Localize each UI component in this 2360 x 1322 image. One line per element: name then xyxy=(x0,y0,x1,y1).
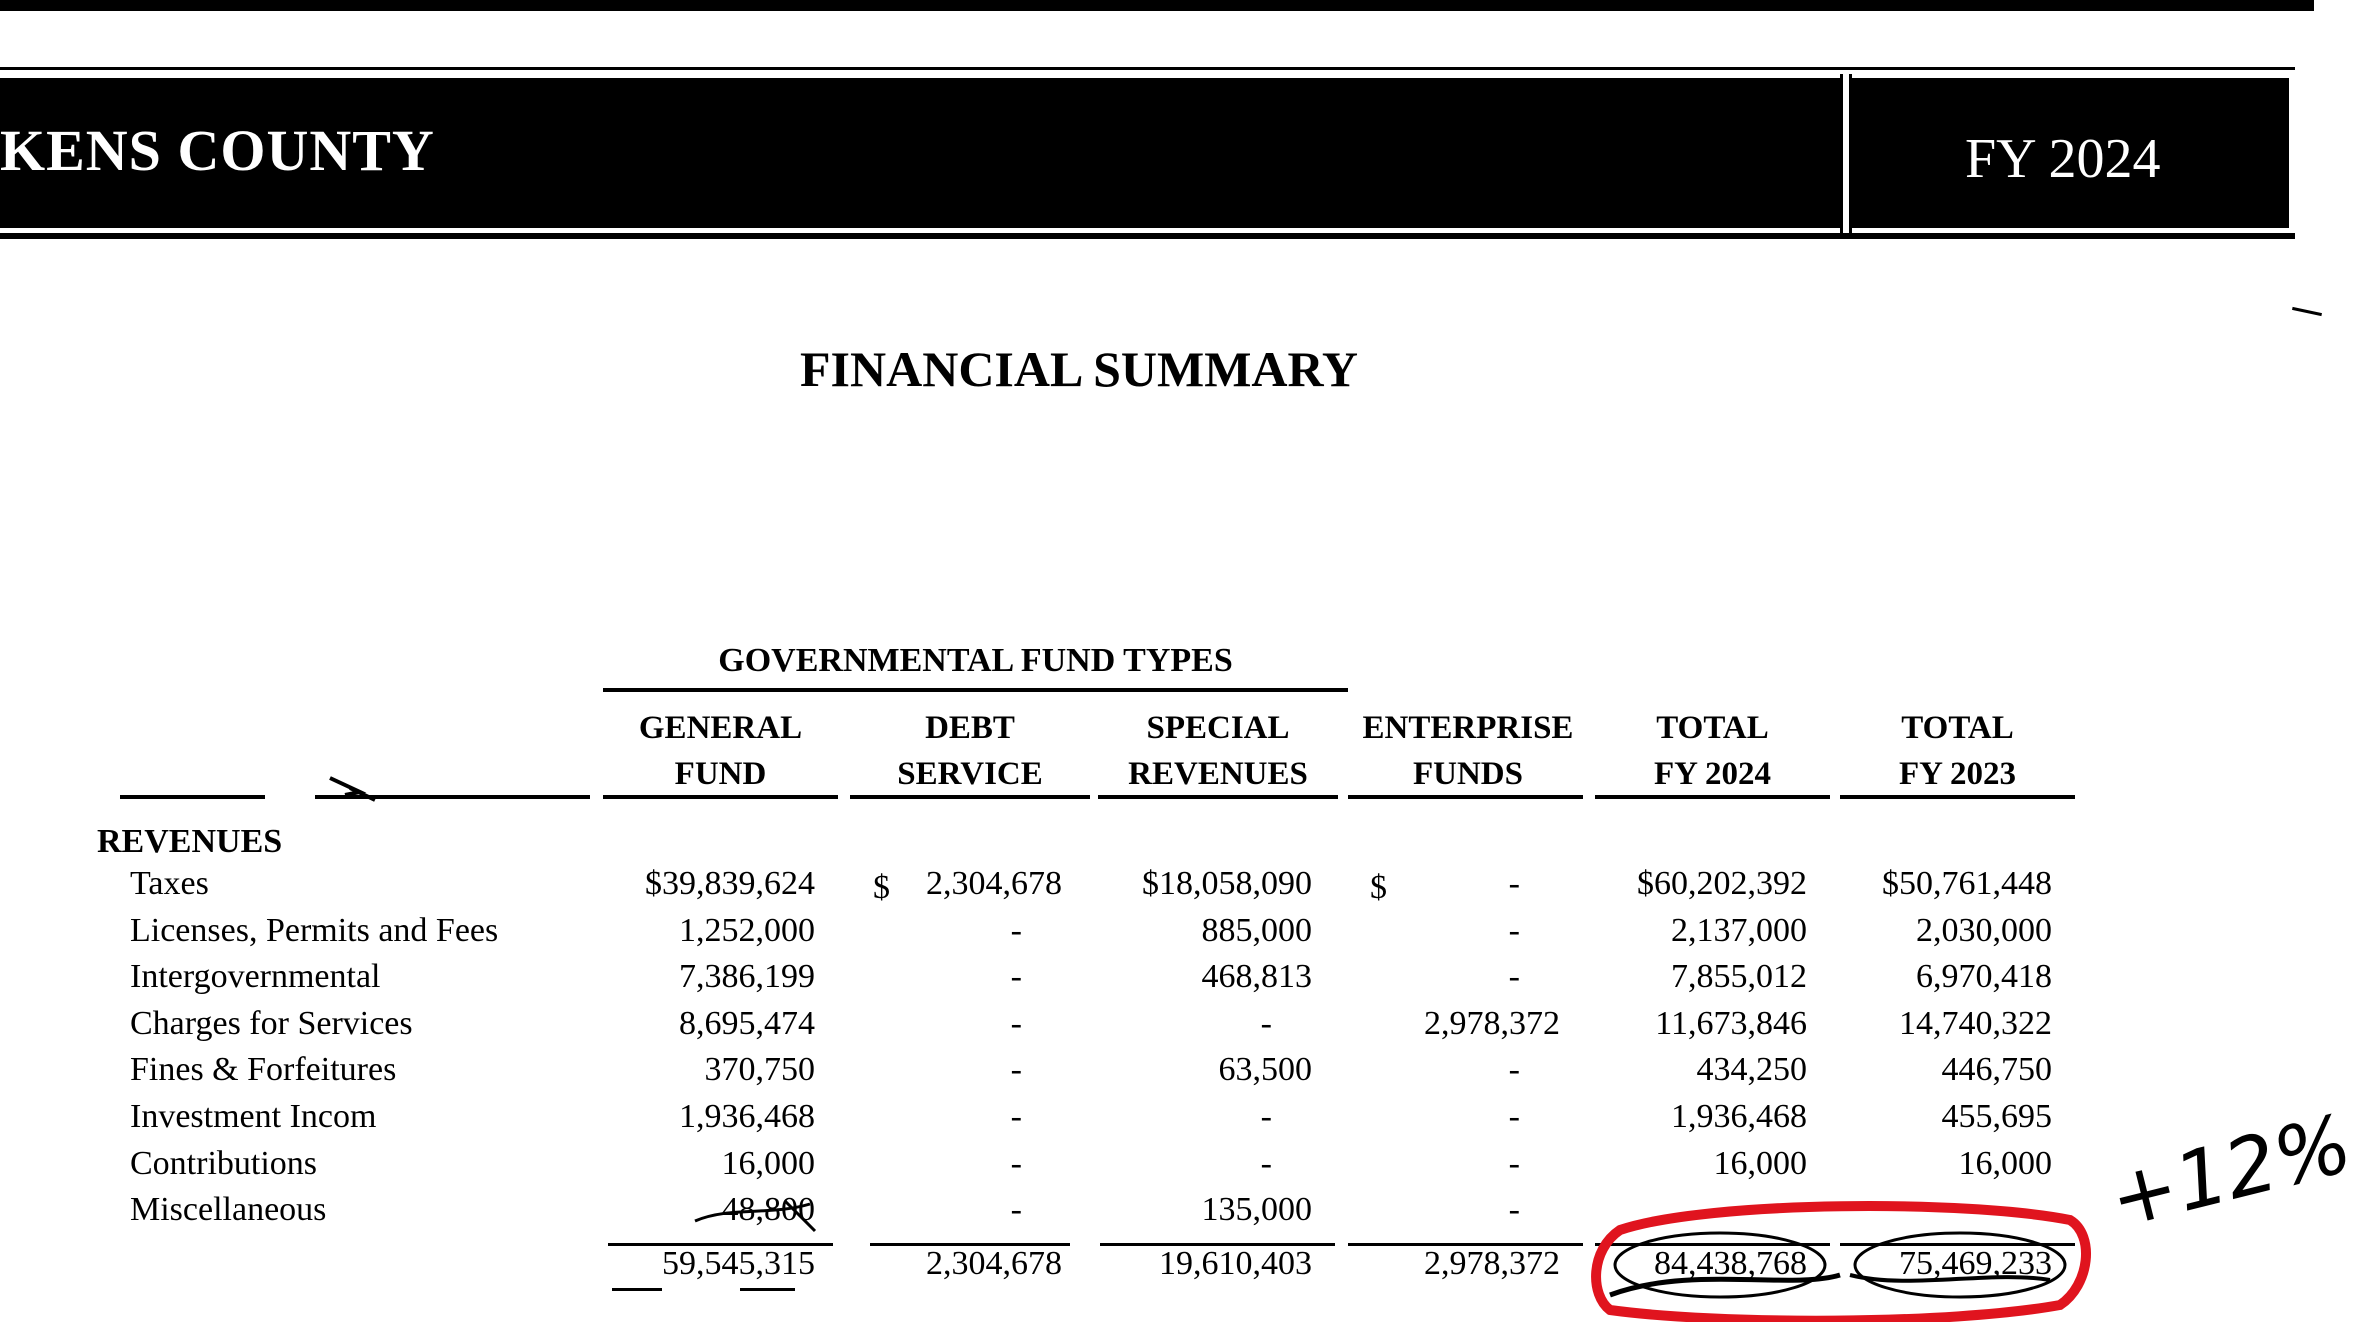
cell-fy2023: 446,750 xyxy=(1941,1051,2052,1088)
total-fy2023: 75,469,233 xyxy=(1899,1245,2052,1282)
table-row xyxy=(0,1098,2314,1144)
banner-underline xyxy=(0,233,2295,239)
cell-general: 8,695,474 xyxy=(679,1005,815,1042)
col-header-debt xyxy=(850,705,1090,797)
cell-general: 1,252,000 xyxy=(679,912,815,949)
header-underline xyxy=(1098,795,1338,799)
col-header-general xyxy=(603,705,838,797)
top-border xyxy=(0,0,2314,11)
cell-enterprise: - xyxy=(1508,1145,1520,1182)
cell-general: 1,936,468 xyxy=(679,1098,815,1135)
cell-special: 468,813 xyxy=(1201,958,1312,995)
cell-fy2024: 1,936,468 xyxy=(1671,1098,1807,1135)
col-header-line2: FUNDS xyxy=(1412,756,1523,792)
header-underline xyxy=(1348,795,1583,799)
cell-special: - xyxy=(1260,1145,1272,1182)
col-header-line1: TOTAL xyxy=(1656,710,1769,746)
total-fy2024: 84,438,768 xyxy=(1654,1245,1807,1282)
cell-special: - xyxy=(1260,1005,1272,1042)
cell-fy2023: 6,970,418 xyxy=(1916,958,2052,995)
group-header-rule xyxy=(603,688,1348,692)
handwritten-annotation: +12% xyxy=(2100,1096,2360,1247)
header-underline xyxy=(120,795,265,799)
row-label: Taxes xyxy=(130,865,209,902)
cell-enterprise: - xyxy=(1508,912,1520,949)
cell-enterprise: 2,978,372 xyxy=(1424,1005,1560,1042)
cell-debt: - xyxy=(1010,958,1022,995)
col-header-line1: SPECIAL xyxy=(1146,710,1290,746)
total-general: 59,545,315 xyxy=(662,1245,815,1282)
cell-special: - xyxy=(1260,1098,1272,1135)
cell-fy2023: $50,761,448 xyxy=(1882,865,2052,902)
header-underline xyxy=(603,795,838,799)
cell-enterprise: - xyxy=(1508,865,1520,902)
header-underline xyxy=(850,795,1090,799)
row-label: Licenses, Permits and Fees xyxy=(130,912,499,949)
double-rule xyxy=(740,1288,795,1291)
cell-general: 16,000 xyxy=(721,1145,815,1182)
row-label: Miscellaneous xyxy=(130,1191,327,1228)
cell-special: 885,000 xyxy=(1201,912,1312,949)
cell-enterprise: - xyxy=(1508,1098,1520,1135)
strike-mark xyxy=(690,1196,820,1236)
header-underline xyxy=(1840,795,2075,799)
row-label: Charges for Services xyxy=(130,1005,413,1042)
header-underline xyxy=(1595,795,1830,799)
row-label: Contributions xyxy=(130,1145,318,1182)
cell-general: $39,839,624 xyxy=(645,865,815,902)
col-header-line2: FY 2024 xyxy=(1653,756,1771,792)
red-circle-annotation xyxy=(1590,1195,2090,1322)
cell-general: 370,750 xyxy=(704,1051,815,1088)
total-special: 19,610,403 xyxy=(1159,1245,1312,1282)
cell-debt: - xyxy=(1010,912,1022,949)
page-title: FINANCIAL SUMMARY xyxy=(800,341,1358,397)
county-name: KENS COUNTY xyxy=(0,118,435,183)
total-enterprise: 2,978,372 xyxy=(1424,1245,1560,1282)
cell-special: 135,000 xyxy=(1201,1191,1312,1228)
table-row xyxy=(0,865,2314,911)
col-header-total-2024 xyxy=(1595,705,1830,797)
cell-general: 48,800 xyxy=(721,1191,815,1228)
cell-fy2024: 434,250 xyxy=(1696,1051,1807,1088)
col-header-line2: FUND xyxy=(674,756,767,792)
cell-fy2023: 455,695 xyxy=(1941,1098,2052,1135)
table-row xyxy=(0,1051,2314,1097)
col-header-total-2023 xyxy=(1840,705,2075,797)
cell-debt: - xyxy=(1010,1191,1022,1228)
col-header-line2: REVENUES xyxy=(1128,756,1308,792)
cell-fy2023: 2,030,000 xyxy=(1916,912,2052,949)
banner-divider xyxy=(1840,74,1852,234)
col-header-line2: FY 2023 xyxy=(1898,756,2016,792)
cell-debt: - xyxy=(1010,1145,1022,1182)
row-label: Investment Incom xyxy=(130,1098,377,1135)
col-header-line1: ENTERPRISE xyxy=(1362,710,1574,746)
cell-fy2023: 16,000 xyxy=(1958,1145,2052,1182)
total-debt: 2,304,678 xyxy=(926,1245,1062,1282)
section-revenues: REVENUES xyxy=(97,823,283,860)
cell-fy2024: 16,000 xyxy=(1713,1145,1807,1182)
cell-enterprise: - xyxy=(1508,1051,1520,1088)
cell-debt: - xyxy=(1010,1051,1022,1088)
row-label: Intergovernmental xyxy=(130,958,381,995)
cell-fy2024: 2,137,000 xyxy=(1671,912,1807,949)
col-header-line1: TOTAL xyxy=(1901,710,2014,746)
header-rule xyxy=(0,67,2295,70)
cell-special: $18,058,090 xyxy=(1142,865,1312,902)
col-header-line1: GENERAL xyxy=(638,710,803,746)
col-header-line2: SERVICE xyxy=(897,756,1043,792)
col-header-line1: DEBT xyxy=(925,710,1015,746)
col-header-enterprise xyxy=(1348,705,1588,797)
dollar-sign: $ xyxy=(873,869,890,906)
cell-special: 63,500 xyxy=(1218,1051,1312,1088)
pen-mark xyxy=(320,770,390,805)
fiscal-year: FY 2024 xyxy=(1965,128,2161,190)
cell-debt: - xyxy=(1010,1005,1022,1042)
table-row xyxy=(0,958,2314,1004)
table-row xyxy=(0,1145,2314,1191)
cell-debt: - xyxy=(1010,1098,1022,1135)
cell-general: 7,386,199 xyxy=(679,958,815,995)
cell-fy2024: $60,202,392 xyxy=(1637,865,1807,902)
cell-fy2024: 7,855,012 xyxy=(1671,958,1807,995)
dollar-sign: $ xyxy=(1370,869,1387,906)
cell-debt: 2,304,678 xyxy=(926,865,1062,902)
table-row xyxy=(0,1005,2314,1051)
cell-enterprise: - xyxy=(1508,1191,1520,1228)
col-header-special xyxy=(1098,705,1338,797)
cell-fy2023: 14,740,322 xyxy=(1899,1005,2052,1042)
double-rule xyxy=(612,1288,662,1291)
cell-fy2024: 11,673,846 xyxy=(1655,1005,1807,1042)
group-header: GOVERNMENTAL FUND TYPES xyxy=(718,642,1233,679)
scan-mark xyxy=(2292,307,2322,316)
cell-enterprise: - xyxy=(1508,958,1520,995)
row-label: Fines & Forfeitures xyxy=(130,1051,397,1088)
table-row xyxy=(0,912,2314,958)
